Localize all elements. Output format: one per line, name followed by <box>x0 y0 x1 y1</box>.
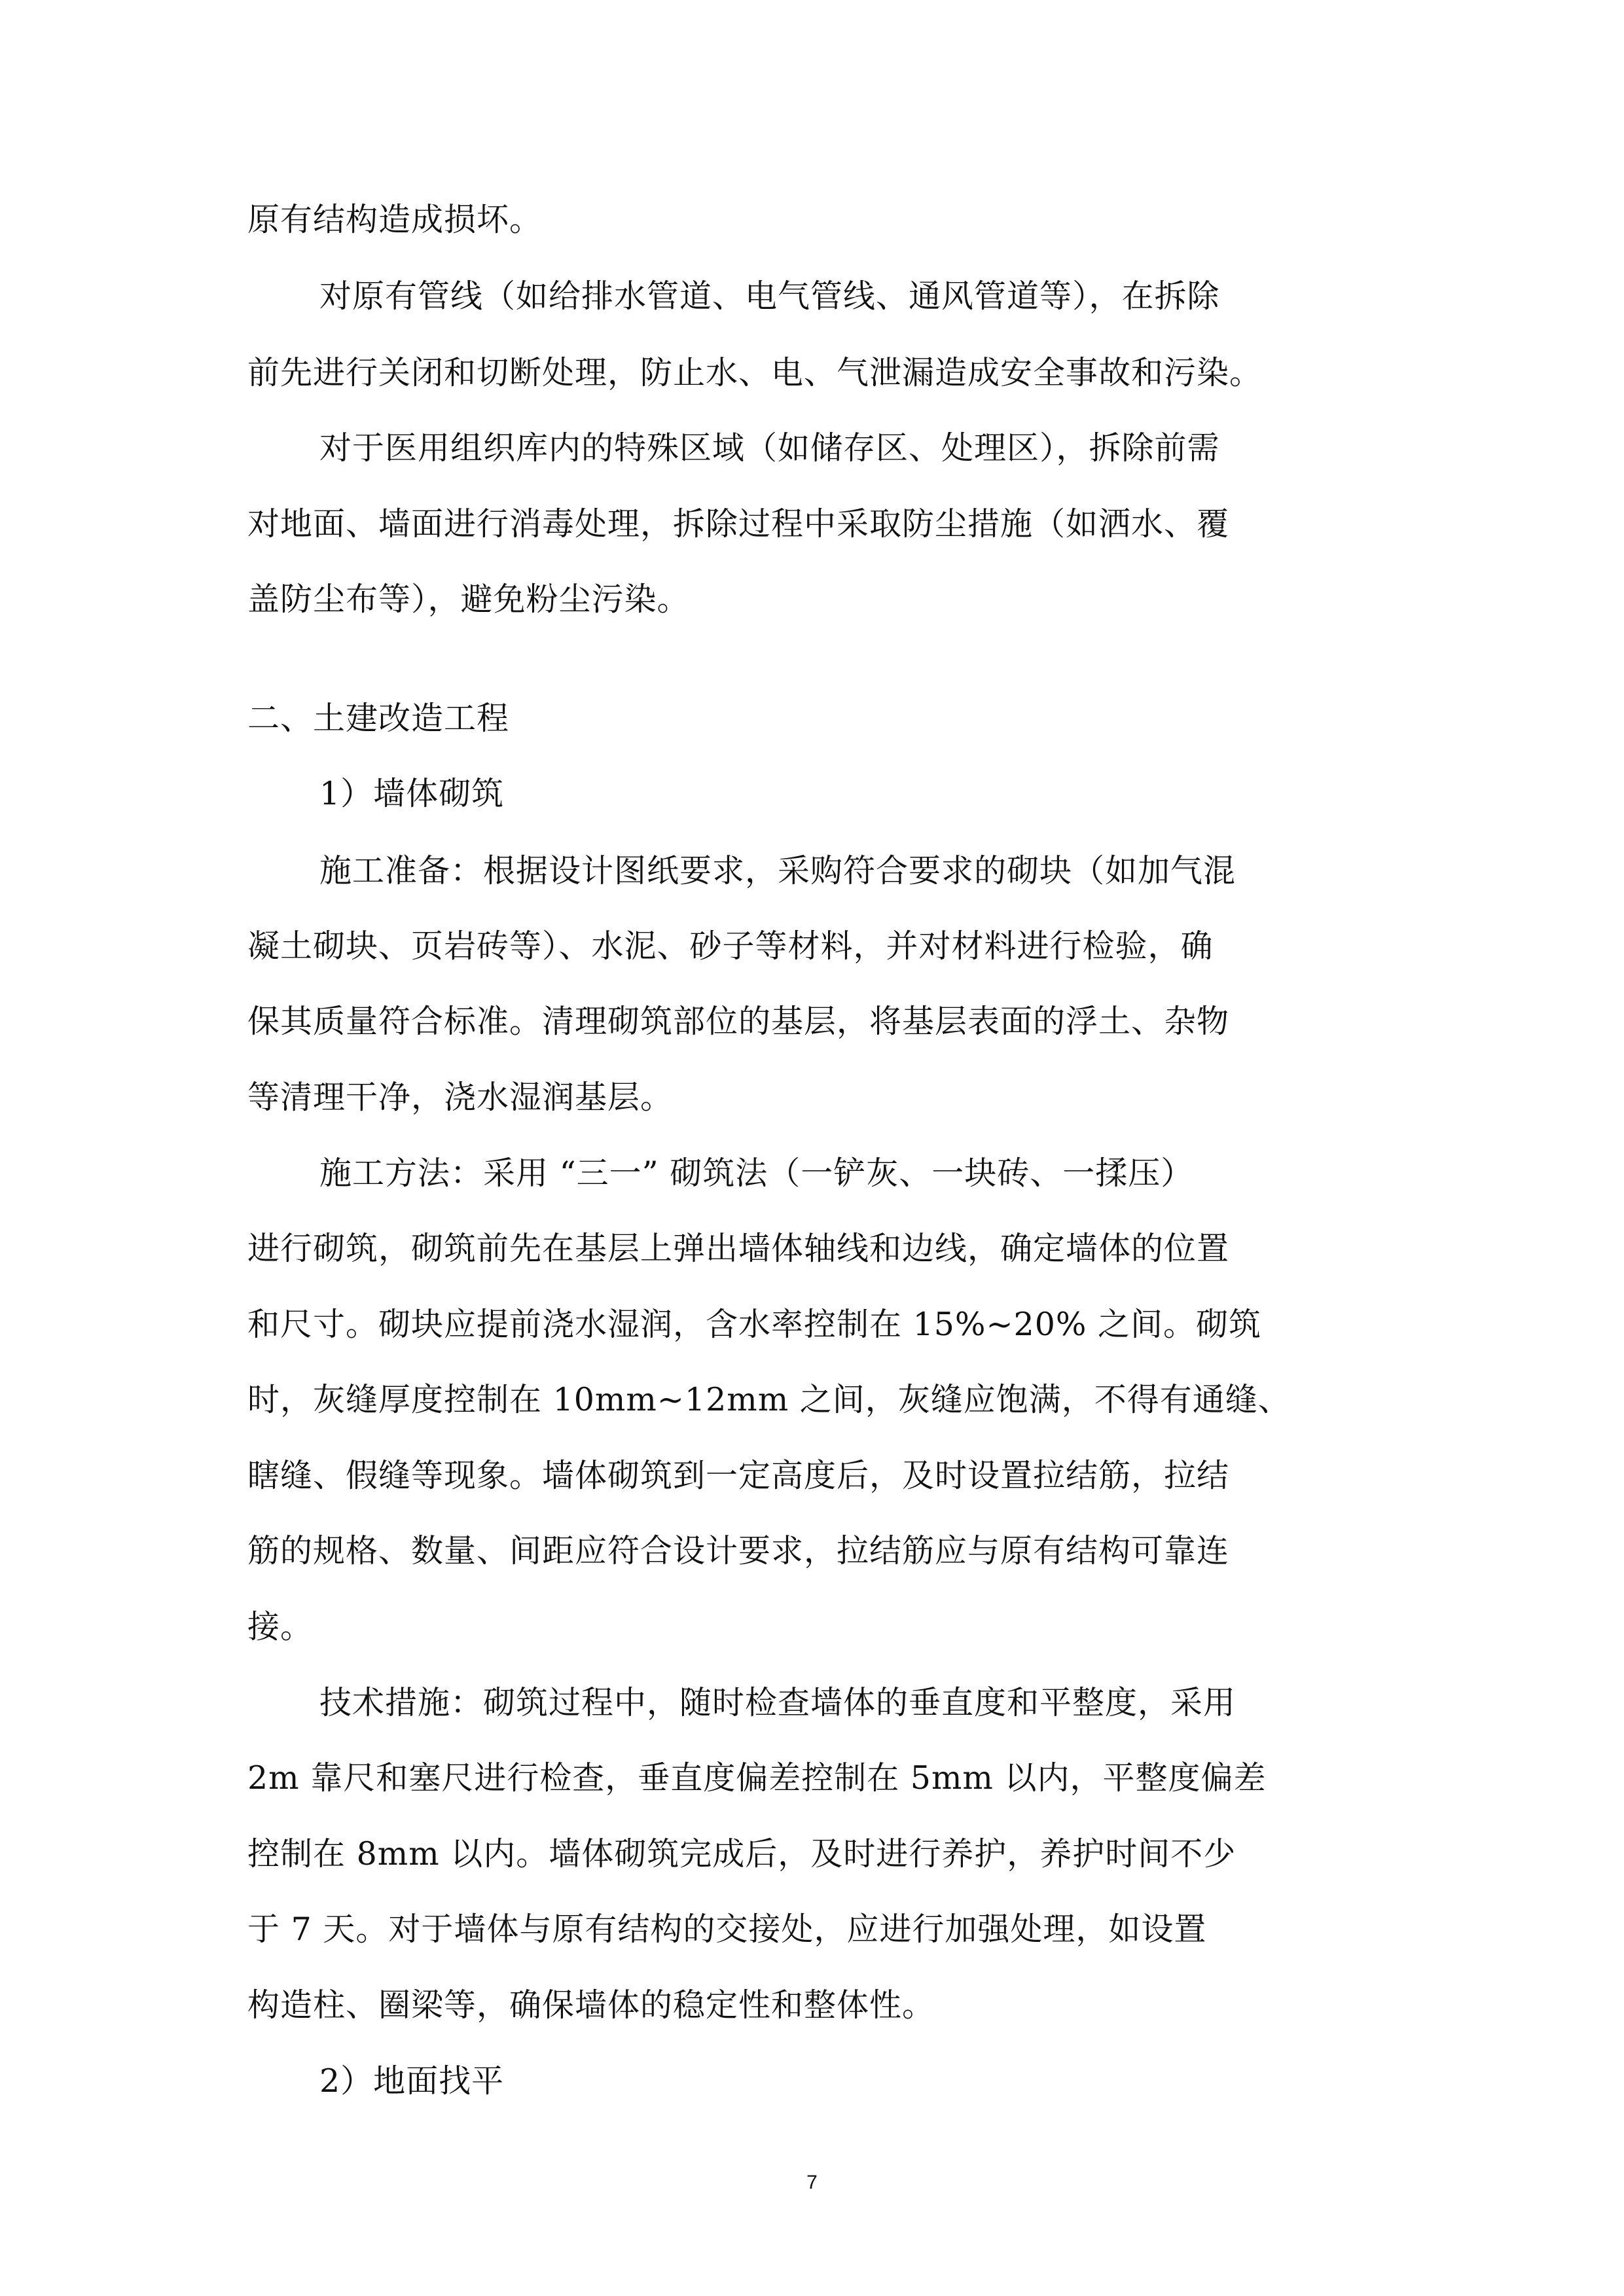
paragraph-line: 时，灰缝厚度控制在 10mm~12mm 之间，灰缝应饱满，不得有通缝、 <box>247 1381 1291 1418</box>
page-number: 7 <box>806 2172 818 2193</box>
paragraph-line: 2m 靠尺和塞尺进行检查，垂直度偏差控制在 5mm 以内，平整度偏差 <box>247 1759 1267 1797</box>
paragraph-line: 施工方法：采用 “三一” 砌筑法（一铲灰、一块砖、一揉压） <box>319 1155 1194 1192</box>
paragraph-line: 进行砌筑，砌筑前先在基层上弹出墙体轴线和边线，确定墙体的位置 <box>247 1230 1230 1267</box>
subsection-heading: 1）墙体砌筑 <box>319 775 505 812</box>
paragraph-line: 原有结构造成损坏。 <box>247 201 543 238</box>
paragraph-line: 技术措施：砌筑过程中，随时检查墙体的垂直度和平整度，采用 <box>319 1684 1236 1721</box>
paragraph-line: 凝土砌块、页岩砖等）、水泥、砂子等材料，并对材料进行检验，确 <box>247 927 1214 965</box>
section-heading: 二、土建改造工程 <box>247 700 510 737</box>
paragraph-line: 前先进行关闭和切断处理，防止水、电、气泄漏造成安全事故和污染。 <box>247 354 1263 391</box>
paragraph-line: 施工准备：根据设计图纸要求，采购符合要求的砌块（如加气混 <box>319 852 1236 889</box>
paragraph-line: 和尺寸。砌块应提前浇水湿润，含水率控制在 15%~20% 之间。砌筑 <box>247 1306 1262 1343</box>
paragraph-line: 控制在 8mm 以内。墙体砌筑完成后，及时进行养护，养护时间不少 <box>247 1835 1236 1873</box>
paragraph-line: 盖防尘布等），避免粉尘污染。 <box>247 581 690 618</box>
paragraph-line: 构造柱、圈梁等，确保墙体的稳定性和整体性。 <box>247 1986 935 2024</box>
paragraph-line: 接。 <box>247 1608 314 1645</box>
subsection-heading: 2）地面找平 <box>319 2062 505 2100</box>
document-page <box>247 0 1377 2296</box>
paragraph-line: 等清理干净，浇水湿润基层。 <box>247 1079 674 1116</box>
paragraph-line: 对地面、墙面进行消毒处理，拆除过程中采取防尘措施（如洒水、覆 <box>247 505 1230 543</box>
paragraph-line: 保其质量符合标准。清理砌筑部位的基层，将基层表面的浮土、杂物 <box>247 1003 1230 1040</box>
paragraph-line: 筋的规格、数量、间距应符合设计要求，拉结筋应与原有结构可靠连 <box>247 1532 1230 1570</box>
paragraph-line: 对原有管线（如给排水管道、电气管线、通风管道等），在拆除 <box>319 278 1220 315</box>
paragraph-line: 瞎缝、假缝等现象。墙体砌筑到一定高度后，及时设置拉结筋，拉结 <box>247 1457 1230 1494</box>
paragraph-line: 对于医用组织库内的特殊区域（如储存区、处理区），拆除前需 <box>319 429 1220 467</box>
paragraph-line: 于 7 天。对于墙体与原有结构的交接处，应进行加强处理，如设置 <box>247 1910 1207 1948</box>
